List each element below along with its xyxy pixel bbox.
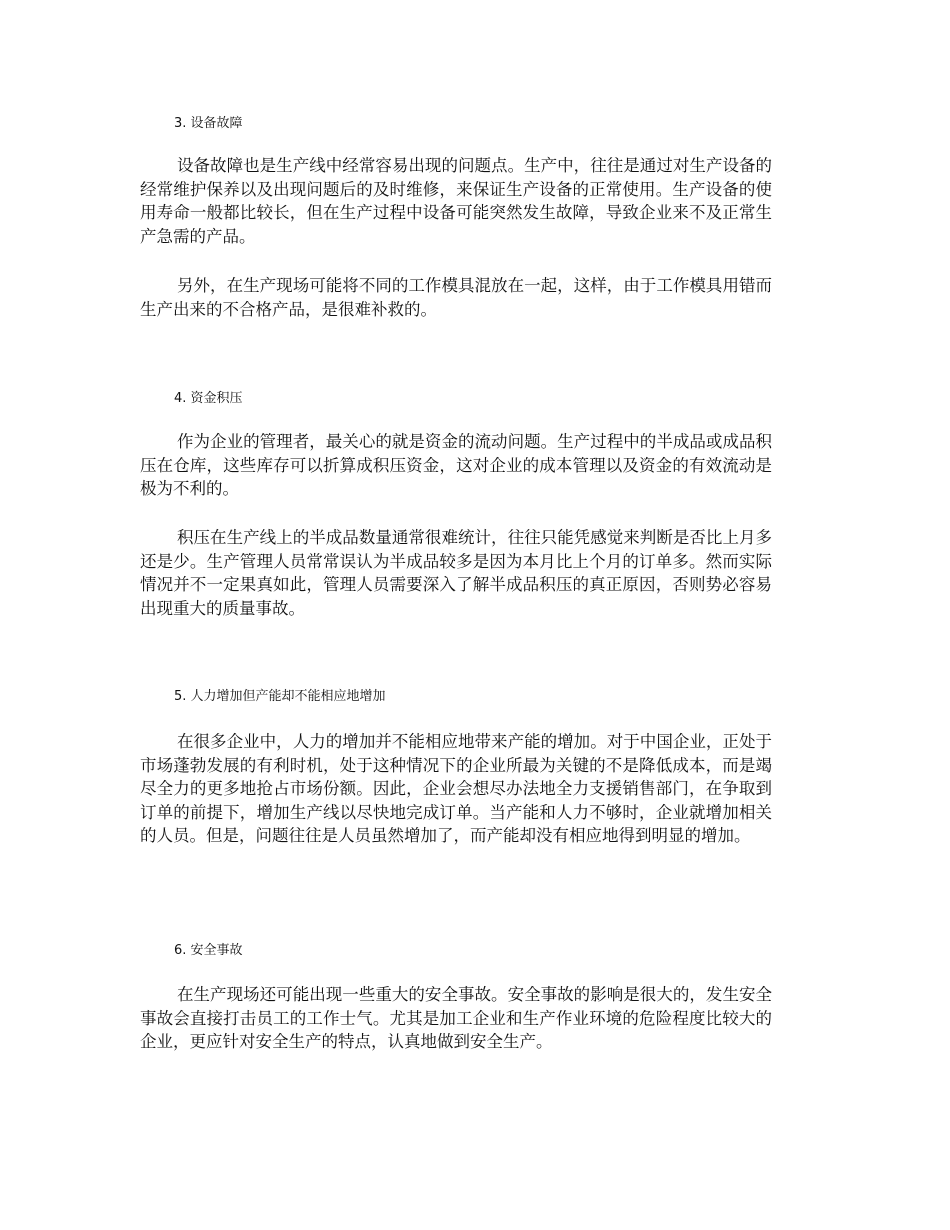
paragraph-manpower-capacity-1: 在很多企业中，人力的增加并不能相应地带来产能的增加。对于中国企业，正处于市场蓬勃发展的有利时机，处于这种情况下的企业所最为关键的不是降低成本，而是竭尽全力的更多地抢占市场份额。因此，企业会想尽办法地全力支援销售部门，在争取到订单的前提下，增加生产线以尽快地完成订单。当产能和人力不够时，企业就增加相关的人员。但是，问题往往是人员虽然增加了，而产能却没有相应地得到明显的增加。: [140, 732, 772, 845]
paragraph-equipment-failure-1: 设备故障也是生产线中经常容易出现的问题点。生产中，往往是通过对生产设备的经常维护保养以及出现问题后的及时维修，来保证生产设备的正常使用。生产设备的使用寿命一般都比较长，但在生产过程中设备可能突然发生故障，导致企业来不及正常生产急需的产品。: [140, 156, 772, 246]
paragraph-safety-accidents-1: 在生产现场还可能出现一些重大的安全事故。安全事故的影响是很大的，发生安全事故会直接打击员工的工作士气。尤其是加工企业和生产作业环境的危险程度比较大的企业，更应针对安全生产的特点，认真地做到安全生产。: [140, 985, 772, 1051]
section-heading-manpower-capacity: 5. 人力增加但产能却不能相应地增加: [174, 689, 386, 704]
paragraph-capital-backlog-2: 积压在生产线上的半成品数量通常很难统计，往往只能凭感觉来判断是否比上月多还是少。生产管理人员常常误认为半成品较多是因为本月比上个月的订单多。然而实际情况并不一定果真如此，管理人员需要深入了解半成品积压的真正原因，否则势必容易出现重大的质量事故。: [140, 528, 772, 618]
section-heading-equipment-failure: 3. 设备故障: [174, 116, 243, 131]
section-heading-capital-backlog: 4. 资金积压: [174, 391, 243, 406]
paragraph-capital-backlog-1: 作为企业的管理者，最关心的就是资金的流动问题。生产过程中的半成品或成品积压在仓库，这些库存可以折算成积压资金，这对企业的成本管理以及资金的有效流动是极为不利的。: [140, 432, 772, 498]
paragraph-equipment-failure-2: 另外，在生产现场可能将不同的工作模具混放在一起，这样，由于工作模具用错而生产出来的不合格产品，是很难补救的。: [140, 276, 772, 319]
section-heading-safety-accidents: 6. 安全事故: [174, 943, 243, 958]
